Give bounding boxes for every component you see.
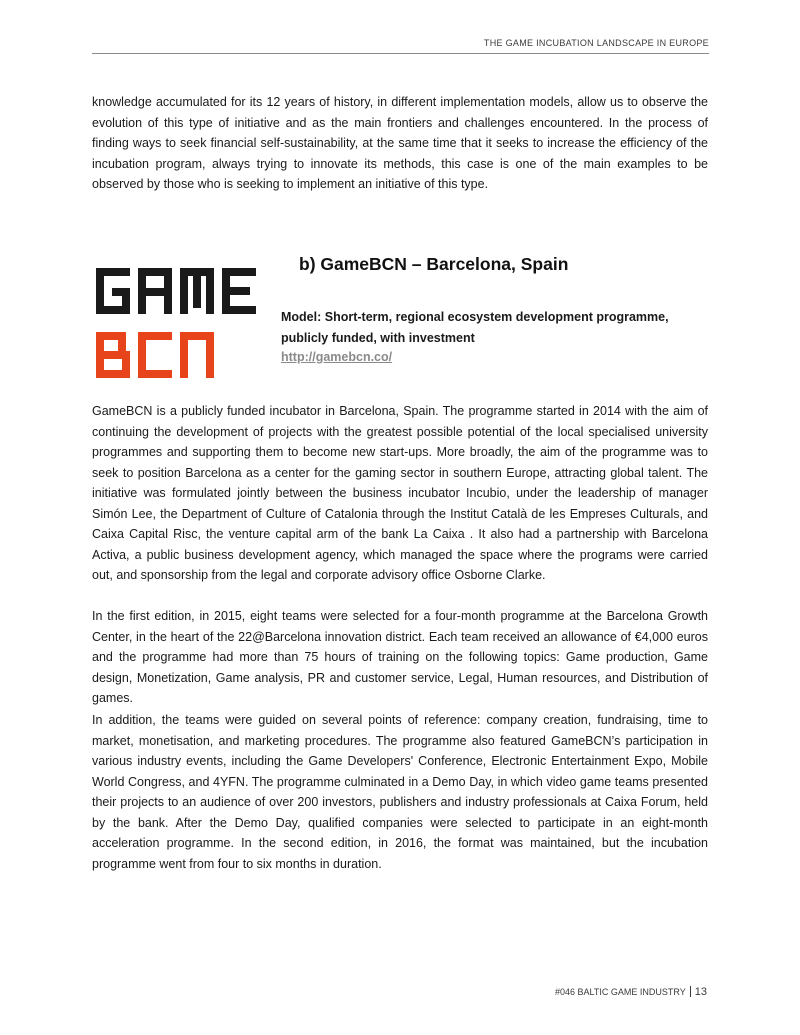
body-paragraph-2: In the first edition, in 2015, eight teams were selected for a four-month programme at the Barcelona Growth Center, in the heart of the 22@Barcelona innovation district. Each team received an allowance of €4,000 euros and the programme had more than 75 hours of training on the following topics: Game production, Game design, Monetization, Game analysis, PR and customer service, Legal, Human resources, and Distribution of games.	[92, 609, 708, 705]
page-number: 13	[694, 986, 707, 998]
body-paragraph-1: GameBCN is a publicly funded incubator in Barcelona, Spain. The programme started in 2014 with the aim of continuing the development of projects with the greatest possible potential of the local specialised university programmes and supporting them to become new start-ups. More broadly, the aim of the programme was to seek to position Barcelona as a center for the gaming sector in southern Europe, attracting global talent. The initiative was formulated jointly between the business incubator Incubio, under the leadership of manager Simón Lee, the Department of Culture of Catalonia through the Institut Català de les Empreses Culturals, and Caixa Capital Risc, the venture capital arm of the bank La Caixa . It also had a partnership with Barcelona Activa, a public business development agency, which managed the space where the programs were carried out, and sponsorship from the legal and corporate advisory office Osborne Clarke.	[92, 404, 708, 582]
page-footer	[400, 986, 707, 998]
body-paragraph-3: In addition, the teams were guided on several points of reference: company creation, fundraising, time to market, monetisation, and marketing procedures. The programme also featured GameBCN’s participation in various industry events, including the Game Developers' Conference, Electronic Entertainment Expo, Mobile World Congress, and 4YFN. The programme culminated in a Demo Day, in which video game teams presented their projects to an audience of over 200 investors, publishers and industry professionals at Caixa Forum, held by the bank. After the Demo Day, qualified companies were selected to participate in an eight-month acceleration programme. In the second edition, in 2016, the format was maintained, but the incubation programme went from four to six months in duration.	[92, 713, 708, 871]
intro-paragraph: knowledge accumulated for its 12 years of history, in different implementation models, allow us to observe the evolution of this type of initiative and as the main frontiers and challenges encountered. In the process of finding ways to seek financial self-sustainability, at the same time that it seeks to increase the efficiency of the incubation program, always trying to innovate its methods, this case is one of the main examples to be observed by those who is seeking to implement an initiative of this type.	[92, 95, 708, 191]
section-heading: b) GameBCN – Barcelona, Spain	[299, 254, 569, 274]
programme-model: Model: Short-term, regional ecosystem development programme, publicly funded, with investment	[281, 310, 669, 345]
footer-divider	[690, 986, 691, 997]
header-divider	[92, 53, 709, 54]
running-header: THE GAME INCUBATION LANDSCAPE IN EUROPE	[483, 38, 709, 48]
publication-label: #046 BALTIC GAME INDUSTRY	[555, 987, 686, 997]
gamebcn-logo	[96, 268, 258, 380]
website-link[interactable]: http://gamebcn.co/	[281, 350, 393, 364]
